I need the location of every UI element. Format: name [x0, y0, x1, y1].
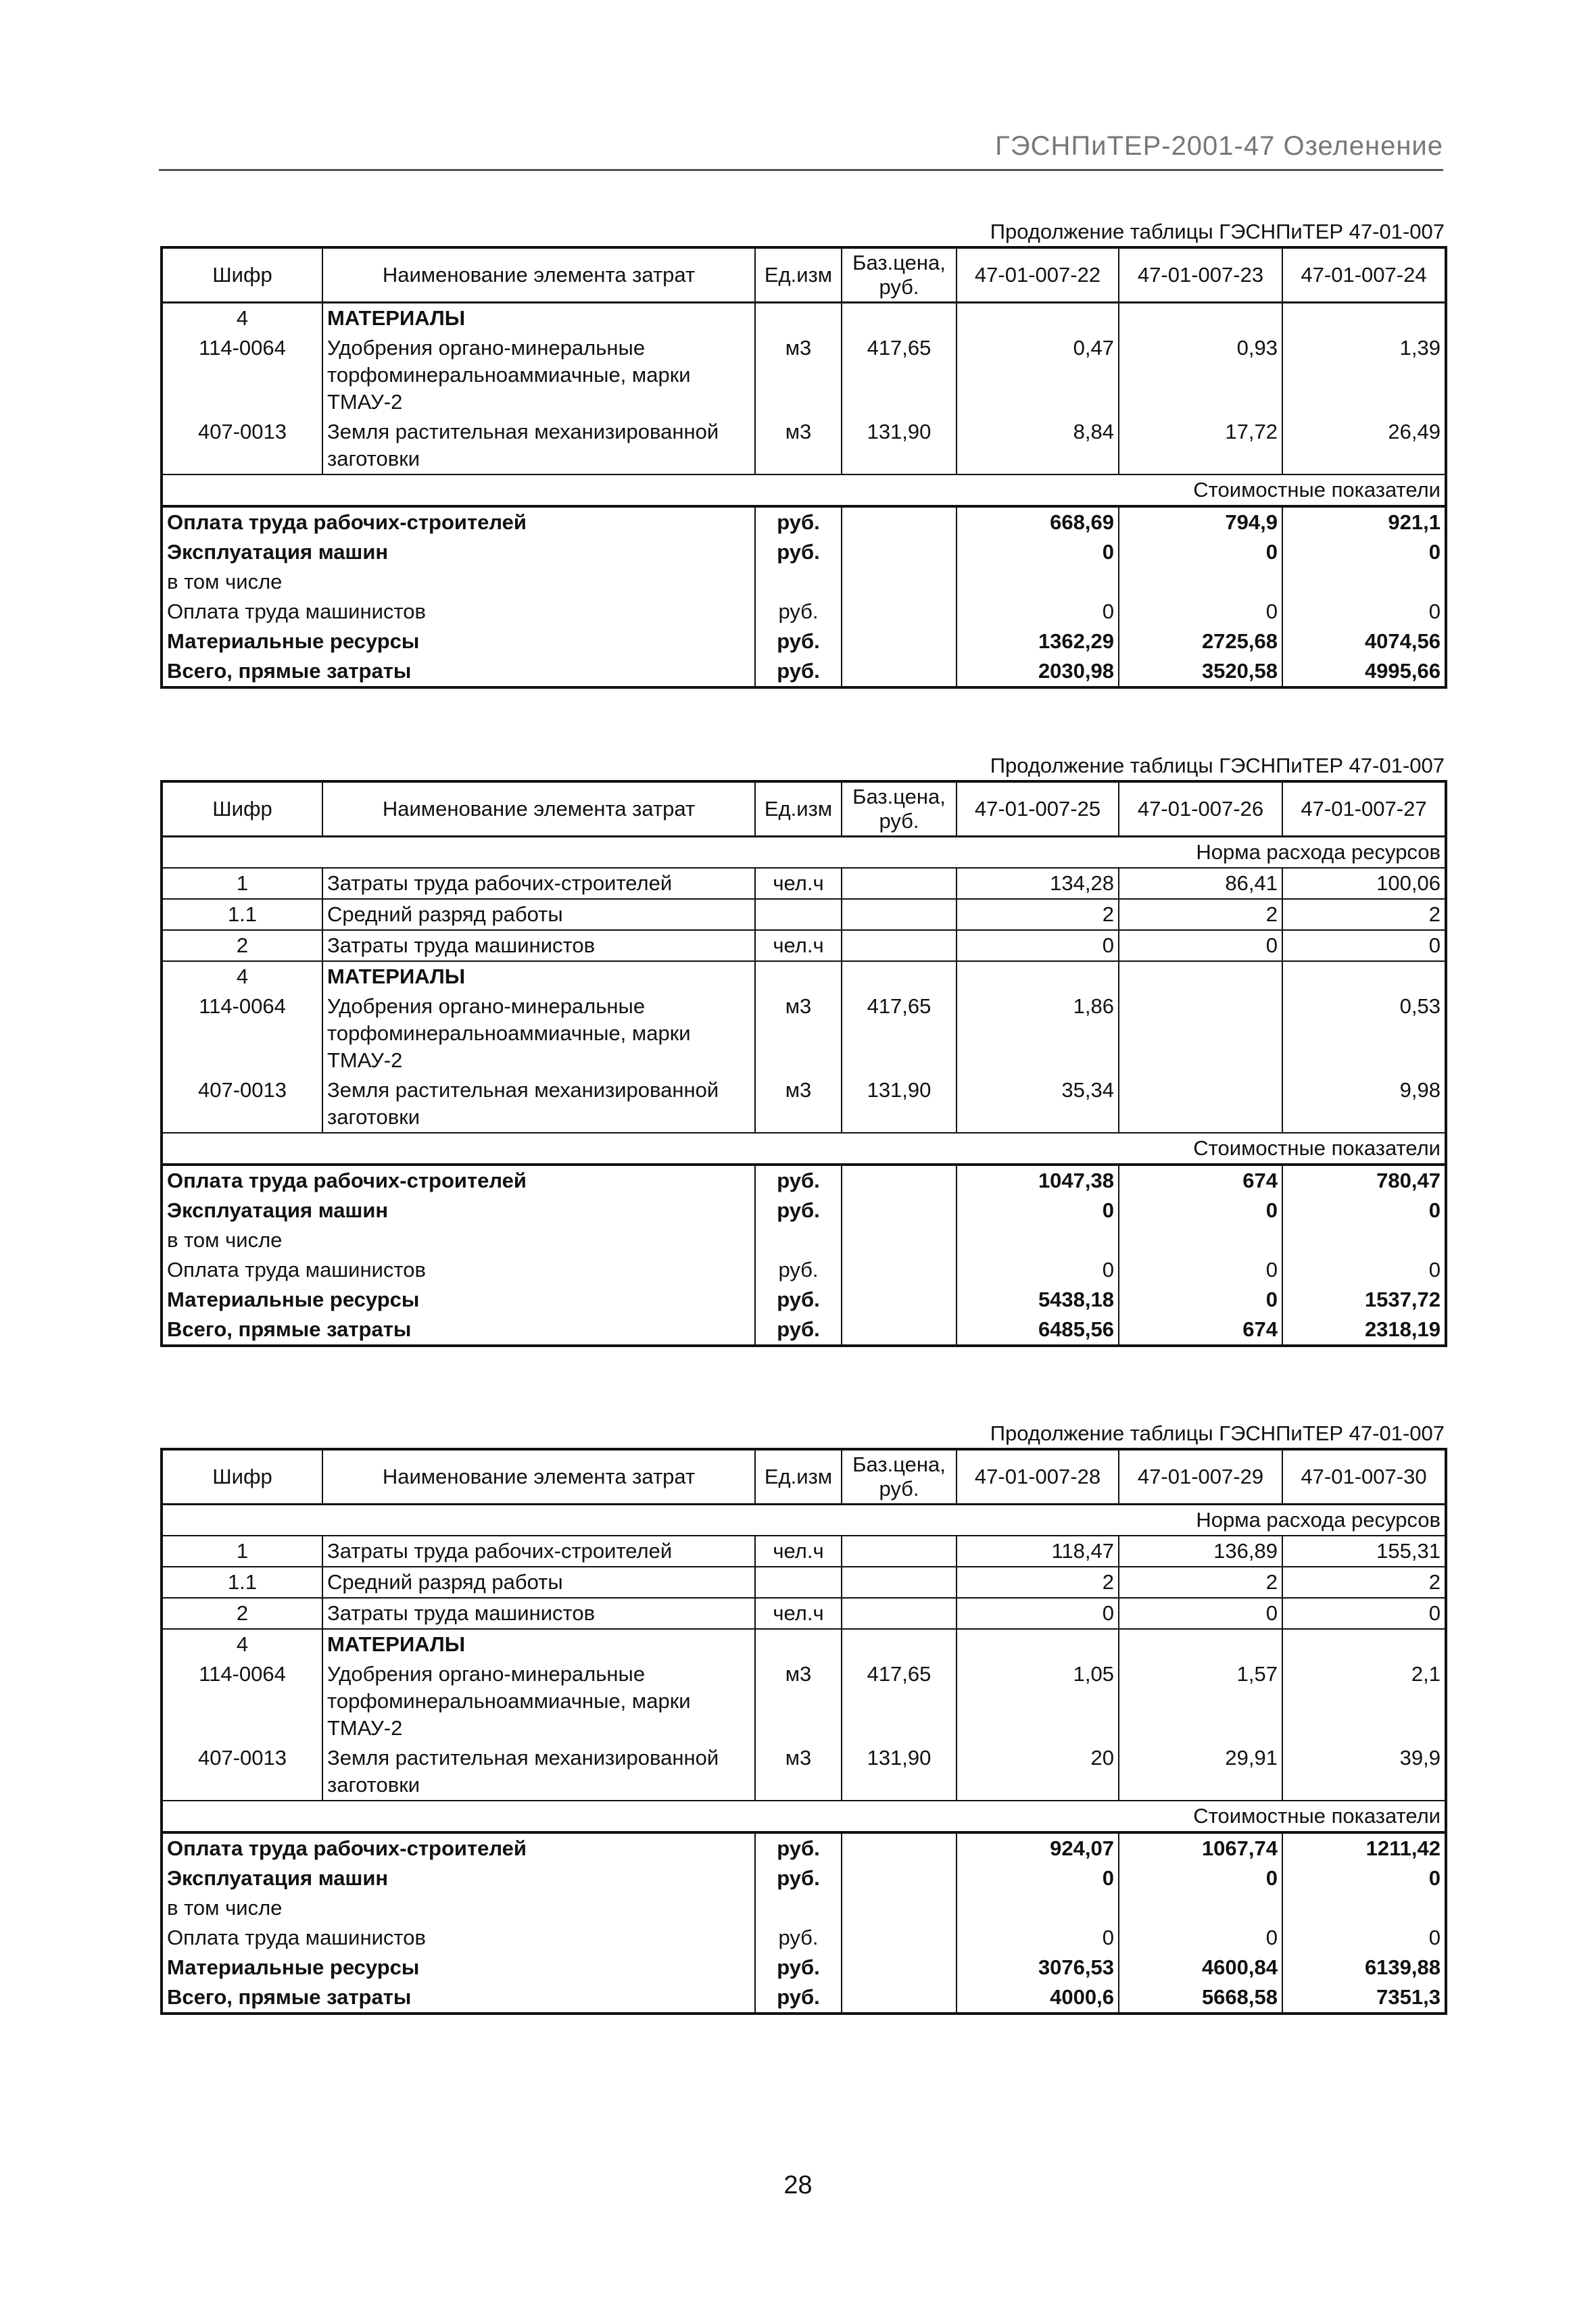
cost-label: Стоимостные показатели [162, 474, 1446, 506]
cost-row [162, 1255, 1446, 1285]
header-norm-code: 47-01-007-25 [957, 781, 1119, 837]
cost-value: 921,1 [1282, 506, 1446, 537]
empty-cell [957, 961, 1119, 992]
cost-value: 2030,98 [957, 656, 1119, 687]
row-value: 1,05 [957, 1659, 1119, 1743]
row-code: 1 [162, 868, 322, 899]
header-norm-code: 47-01-007-24 [1282, 247, 1446, 303]
material-row [162, 992, 1446, 1075]
cost-name: Материальные ресурсы [162, 1953, 755, 1982]
row-price [842, 1598, 957, 1629]
row-value: 2,1 [1282, 1659, 1446, 1743]
cost-unit: руб. [755, 537, 842, 567]
cost-value [1119, 567, 1282, 597]
cost-value: 4995,66 [1282, 656, 1446, 687]
cost-label: Стоимостные показатели [162, 1801, 1446, 1832]
cost-row [162, 1315, 1446, 1346]
header-unit: Ед.изм [755, 247, 842, 303]
norm-label: Норма расхода ресурсов [162, 837, 1446, 869]
resource-table [160, 246, 1447, 689]
cost-unit: руб. [755, 1863, 842, 1893]
table-caption: Продолжение таблицы ГЭСНПиТЕР 47-01-007 [990, 754, 1445, 777]
cost-name: Всего, прямые затраты [162, 1315, 755, 1346]
cost-name: Оплата труда рабочих-строителей [162, 1832, 755, 1863]
cost-value: 0 [957, 1863, 1119, 1893]
cost-value: 0 [1282, 537, 1446, 567]
row-code: 407-0013 [162, 1743, 322, 1801]
empty-cell [842, 537, 957, 567]
labor-row [162, 868, 1446, 899]
cost-value: 0 [1282, 1196, 1446, 1225]
cost-label-row [162, 1801, 1446, 1832]
cost-name: Эксплуатация машин [162, 537, 755, 567]
cost-unit [755, 1225, 842, 1255]
cost-value [957, 1225, 1119, 1255]
empty-cell [842, 1315, 957, 1346]
empty-cell [1119, 303, 1282, 334]
table-block [160, 218, 1445, 689]
empty-cell [842, 1953, 957, 1982]
row-unit: м3 [755, 1743, 842, 1801]
empty-cell [842, 506, 957, 537]
header-row [162, 247, 1446, 303]
cost-value: 1211,42 [1282, 1832, 1446, 1863]
cost-value: 0 [1282, 597, 1446, 627]
material-row [162, 417, 1446, 474]
row-value: 0,93 [1119, 333, 1282, 417]
header-code: Шифр [162, 781, 322, 837]
norm-label-row [162, 1505, 1446, 1536]
row-name: Земля растительная механизированной заготовки [322, 417, 755, 474]
row-value: 35,34 [957, 1075, 1119, 1133]
header-unit: Ед.изм [755, 1449, 842, 1505]
row-name: Затраты труда машинистов [322, 930, 755, 961]
cost-value: 0 [1282, 1923, 1446, 1953]
cost-row [162, 656, 1446, 687]
header-norm-code: 47-01-007-29 [1119, 1449, 1282, 1505]
cost-row [162, 1893, 1446, 1923]
empty-cell [957, 303, 1119, 334]
cost-value: 0 [957, 1196, 1119, 1225]
cost-value [1119, 1893, 1282, 1923]
cost-unit: руб. [755, 506, 842, 537]
cost-name: Эксплуатация машин [162, 1863, 755, 1893]
empty-cell [1282, 961, 1446, 992]
cost-value: 924,07 [957, 1832, 1119, 1863]
row-name: Затраты труда рабочих-строителей [322, 1536, 755, 1567]
row-name: Затраты труда машинистов [322, 1598, 755, 1629]
cost-value: 0 [1119, 537, 1282, 567]
row-value: 136,89 [1119, 1536, 1282, 1567]
cost-value: 0 [1282, 1863, 1446, 1893]
row-code: 2 [162, 1598, 322, 1629]
cost-value: 1537,72 [1282, 1285, 1446, 1315]
cost-value: 6139,88 [1282, 1953, 1446, 1982]
cost-name: Эксплуатация машин [162, 1196, 755, 1225]
materials-title: МАТЕРИАЛЫ [322, 961, 755, 992]
row-value: 0 [1282, 1598, 1446, 1629]
cost-value: 674 [1119, 1315, 1282, 1346]
materials-title: МАТЕРИАЛЫ [322, 303, 755, 334]
cost-name: Всего, прямые затраты [162, 656, 755, 687]
cost-value: 2318,19 [1282, 1315, 1446, 1346]
cost-value [1282, 1893, 1446, 1923]
row-price: 417,65 [842, 1659, 957, 1743]
row-price: 131,90 [842, 1075, 957, 1133]
cost-row [162, 1863, 1446, 1893]
header-name: Наименование элемента затрат [322, 1449, 755, 1505]
cost-row [162, 1165, 1446, 1196]
materials-code: 4 [162, 1629, 322, 1659]
material-row [162, 333, 1446, 417]
cost-name: Материальные ресурсы [162, 1285, 755, 1315]
row-name: Земля растительная механизированной заготовки [322, 1743, 755, 1801]
row-value: 26,49 [1282, 417, 1446, 474]
cost-value: 1047,38 [957, 1165, 1119, 1196]
cost-value: 0 [1119, 1863, 1282, 1893]
row-unit: чел.ч [755, 868, 842, 899]
row-value: 17,72 [1119, 417, 1282, 474]
cost-unit: руб. [755, 627, 842, 656]
cost-name: Оплата труда рабочих-строителей [162, 506, 755, 537]
row-value: 1,86 [957, 992, 1119, 1075]
empty-cell [842, 961, 957, 992]
row-price: 417,65 [842, 333, 957, 417]
labor-row [162, 930, 1446, 961]
empty-cell [842, 1832, 957, 1863]
cost-value: 5438,18 [957, 1285, 1119, 1315]
row-unit: чел.ч [755, 1536, 842, 1567]
cost-unit: руб. [755, 656, 842, 687]
cost-label-row [162, 1133, 1446, 1165]
cost-label: Стоимостные показатели [162, 1133, 1446, 1165]
empty-cell [842, 656, 957, 687]
row-code: 1 [162, 1536, 322, 1567]
cost-name: Оплата труда машинистов [162, 1255, 755, 1285]
row-code: 407-0013 [162, 417, 322, 474]
cost-row [162, 1923, 1446, 1953]
empty-cell [1282, 1629, 1446, 1659]
row-price [842, 1567, 957, 1598]
cost-name: в том числе [162, 567, 755, 597]
header-unit: Ед.изм [755, 781, 842, 837]
cost-name: Оплата труда машинистов [162, 1923, 755, 1953]
row-code: 2 [162, 930, 322, 961]
row-value: 9,98 [1282, 1075, 1446, 1133]
cost-name: Оплата труда машинистов [162, 597, 755, 627]
row-price: 417,65 [842, 992, 957, 1075]
empty-cell [842, 1165, 957, 1196]
row-price [842, 930, 957, 961]
cost-unit: руб. [755, 1255, 842, 1285]
row-code: 1.1 [162, 1567, 322, 1598]
row-value: 1,39 [1282, 333, 1446, 417]
cost-row [162, 1225, 1446, 1255]
materials-title-row [162, 961, 1446, 992]
table-caption: Продолжение таблицы ГЭСНПиТЕР 47-01-007 [990, 1421, 1445, 1445]
table-caption: Продолжение таблицы ГЭСНПиТЕР 47-01-007 [990, 220, 1445, 243]
cost-value: 2725,68 [1119, 627, 1282, 656]
row-value: 0 [1119, 1598, 1282, 1629]
cost-unit: руб. [755, 1832, 842, 1863]
table-block [160, 752, 1445, 1347]
cost-value: 6485,56 [957, 1315, 1119, 1346]
cost-row [162, 627, 1446, 656]
cost-value: 0 [1119, 1923, 1282, 1953]
empty-cell [957, 1629, 1119, 1659]
row-unit: м3 [755, 1659, 842, 1743]
row-unit: чел.ч [755, 1598, 842, 1629]
labor-row [162, 1598, 1446, 1629]
materials-title-row [162, 303, 1446, 334]
cost-unit: руб. [755, 1315, 842, 1346]
header-norm-code: 47-01-007-27 [1282, 781, 1446, 837]
cost-name: в том числе [162, 1225, 755, 1255]
empty-cell [842, 303, 957, 334]
cost-unit: руб. [755, 1923, 842, 1953]
row-name: Средний разряд работы [322, 1567, 755, 1598]
empty-cell [842, 1629, 957, 1659]
page-header [159, 127, 1443, 171]
norm-label: Норма расхода ресурсов [162, 1505, 1446, 1536]
cost-value: 0 [1119, 1285, 1282, 1315]
cost-value: 1067,74 [1119, 1832, 1282, 1863]
cost-value [957, 567, 1119, 597]
resource-table [160, 1448, 1447, 2015]
row-value: 0,53 [1282, 992, 1446, 1075]
row-value: 155,31 [1282, 1536, 1446, 1567]
row-value: 2 [1282, 899, 1446, 930]
page-number: 28 [783, 2171, 813, 2199]
cost-label-row [162, 474, 1446, 506]
cost-row [162, 567, 1446, 597]
cost-value: 668,69 [957, 506, 1119, 537]
document-title: ГЭСНПиТЕР-2001-47 Озеленение [995, 131, 1443, 161]
norm-label-row [162, 837, 1446, 869]
row-value: 2 [957, 899, 1119, 930]
cost-value [957, 1893, 1119, 1923]
row-unit: м3 [755, 1075, 842, 1133]
row-code: 114-0064 [162, 333, 322, 417]
cost-value: 4074,56 [1282, 627, 1446, 656]
table-block [160, 1419, 1445, 2015]
cost-unit: руб. [755, 1196, 842, 1225]
empty-cell [842, 1863, 957, 1893]
header-norm-code: 47-01-007-26 [1119, 781, 1282, 837]
cost-name: Оплата труда рабочих-строителей [162, 1165, 755, 1196]
empty-cell [842, 597, 957, 627]
cost-value [1282, 567, 1446, 597]
header-code: Шифр [162, 1449, 322, 1505]
cost-value [1282, 1225, 1446, 1255]
cost-row [162, 1285, 1446, 1315]
row-name: Удобрения органо-минеральные торфоминеральноаммиачные, марки ТМАУ-2 [322, 1659, 755, 1743]
row-value: 0 [1119, 930, 1282, 961]
empty-cell [842, 567, 957, 597]
row-value: 20 [957, 1743, 1119, 1801]
cost-name: Всего, прямые затраты [162, 1982, 755, 2014]
row-code: 114-0064 [162, 992, 322, 1075]
header-price: Баз.цена, руб. [842, 781, 957, 837]
cost-value: 780,47 [1282, 1165, 1446, 1196]
row-name: Затраты труда рабочих-строителей [322, 868, 755, 899]
empty-cell [1119, 1629, 1282, 1659]
cost-value: 0 [1119, 1196, 1282, 1225]
row-unit: м3 [755, 333, 842, 417]
empty-cell [842, 1255, 957, 1285]
empty-cell [755, 1629, 842, 1659]
row-value: 0 [1282, 930, 1446, 961]
cost-value: 7351,3 [1282, 1982, 1446, 2014]
materials-title-row [162, 1629, 1446, 1659]
row-price [842, 899, 957, 930]
cost-value: 0 [957, 1255, 1119, 1285]
cost-name: Материальные ресурсы [162, 627, 755, 656]
materials-title: МАТЕРИАЛЫ [322, 1629, 755, 1659]
resource-table [160, 780, 1447, 1347]
row-unit: чел.ч [755, 930, 842, 961]
row-unit [755, 1567, 842, 1598]
cost-value: 1362,29 [957, 627, 1119, 656]
header-norm-code: 47-01-007-30 [1282, 1449, 1446, 1505]
cost-value: 4000,6 [957, 1982, 1119, 2014]
cost-unit [755, 1893, 842, 1923]
row-unit: м3 [755, 417, 842, 474]
row-value: 0 [957, 930, 1119, 961]
row-value: 8,84 [957, 417, 1119, 474]
material-row [162, 1659, 1446, 1743]
empty-cell [842, 1225, 957, 1255]
header-norm-code: 47-01-007-23 [1119, 247, 1282, 303]
row-name: Средний разряд работы [322, 899, 755, 930]
material-row [162, 1075, 1446, 1133]
empty-cell [842, 1196, 957, 1225]
row-code: 1.1 [162, 899, 322, 930]
header-norm-code: 47-01-007-28 [957, 1449, 1119, 1505]
labor-row [162, 899, 1446, 930]
empty-cell [755, 303, 842, 334]
cost-row [162, 597, 1446, 627]
row-code: 114-0064 [162, 1659, 322, 1743]
header-code: Шифр [162, 247, 322, 303]
cost-row [162, 506, 1446, 537]
cost-row [162, 1832, 1446, 1863]
empty-cell [842, 1285, 957, 1315]
row-value: 1,57 [1119, 1659, 1282, 1743]
row-name: Земля растительная механизированной заготовки [322, 1075, 755, 1133]
row-value [1119, 992, 1282, 1075]
cost-unit: руб. [755, 1285, 842, 1315]
header-price: Баз.цена, руб. [842, 1449, 957, 1505]
materials-code: 4 [162, 961, 322, 992]
row-value: 0,47 [957, 333, 1119, 417]
labor-row [162, 1536, 1446, 1567]
cost-unit [755, 567, 842, 597]
cost-value [1119, 1225, 1282, 1255]
row-price [842, 1536, 957, 1567]
empty-cell [842, 1893, 957, 1923]
cost-name: в том числе [162, 1893, 755, 1923]
row-value: 2 [1119, 899, 1282, 930]
row-value: 2 [1282, 1567, 1446, 1598]
row-price: 131,90 [842, 1743, 957, 1801]
row-price: 131,90 [842, 417, 957, 474]
cost-row [162, 537, 1446, 567]
row-value: 134,28 [957, 868, 1119, 899]
cost-row [162, 1982, 1446, 2014]
row-value: 39,9 [1282, 1743, 1446, 1801]
cost-value: 0 [957, 597, 1119, 627]
header-row [162, 781, 1446, 837]
labor-row [162, 1567, 1446, 1598]
empty-cell [1119, 961, 1282, 992]
cost-unit: руб. [755, 597, 842, 627]
cost-value: 4600,84 [1119, 1953, 1282, 1982]
empty-cell [842, 627, 957, 656]
row-name: Удобрения органо-минеральные торфоминеральноаммиачные, марки ТМАУ-2 [322, 992, 755, 1075]
cost-value: 3520,58 [1119, 656, 1282, 687]
row-unit: м3 [755, 992, 842, 1075]
cost-unit: руб. [755, 1165, 842, 1196]
row-value: 0 [957, 1598, 1119, 1629]
materials-code: 4 [162, 303, 322, 334]
row-unit [755, 899, 842, 930]
cost-value: 0 [1119, 597, 1282, 627]
header-name: Наименование элемента затрат [322, 247, 755, 303]
header-norm-code: 47-01-007-22 [957, 247, 1119, 303]
row-value [1119, 1075, 1282, 1133]
cost-value: 0 [1282, 1255, 1446, 1285]
cost-value: 5668,58 [1119, 1982, 1282, 2014]
row-price [842, 868, 957, 899]
cost-value: 0 [957, 537, 1119, 567]
cost-unit: руб. [755, 1953, 842, 1982]
empty-cell [842, 1982, 957, 2014]
header-row [162, 1449, 1446, 1505]
cost-value: 0 [957, 1923, 1119, 1953]
row-value: 118,47 [957, 1536, 1119, 1567]
material-row [162, 1743, 1446, 1801]
empty-cell [842, 1923, 957, 1953]
cost-value: 794,9 [1119, 506, 1282, 537]
row-value: 86,41 [1119, 868, 1282, 899]
row-value: 29,91 [1119, 1743, 1282, 1801]
header-price: Баз.цена, руб. [842, 247, 957, 303]
row-name: Удобрения органо-минеральные торфоминеральноаммиачные, марки ТМАУ-2 [322, 333, 755, 417]
row-value: 100,06 [1282, 868, 1446, 899]
cost-row [162, 1953, 1446, 1982]
row-code: 407-0013 [162, 1075, 322, 1133]
empty-cell [755, 961, 842, 992]
row-value: 2 [1119, 1567, 1282, 1598]
cost-value: 0 [1119, 1255, 1282, 1285]
cost-value: 674 [1119, 1165, 1282, 1196]
cost-unit: руб. [755, 1982, 842, 2014]
empty-cell [1282, 303, 1446, 334]
cost-row [162, 1196, 1446, 1225]
header-name: Наименование элемента затрат [322, 781, 755, 837]
cost-value: 3076,53 [957, 1953, 1119, 1982]
row-value: 2 [957, 1567, 1119, 1598]
